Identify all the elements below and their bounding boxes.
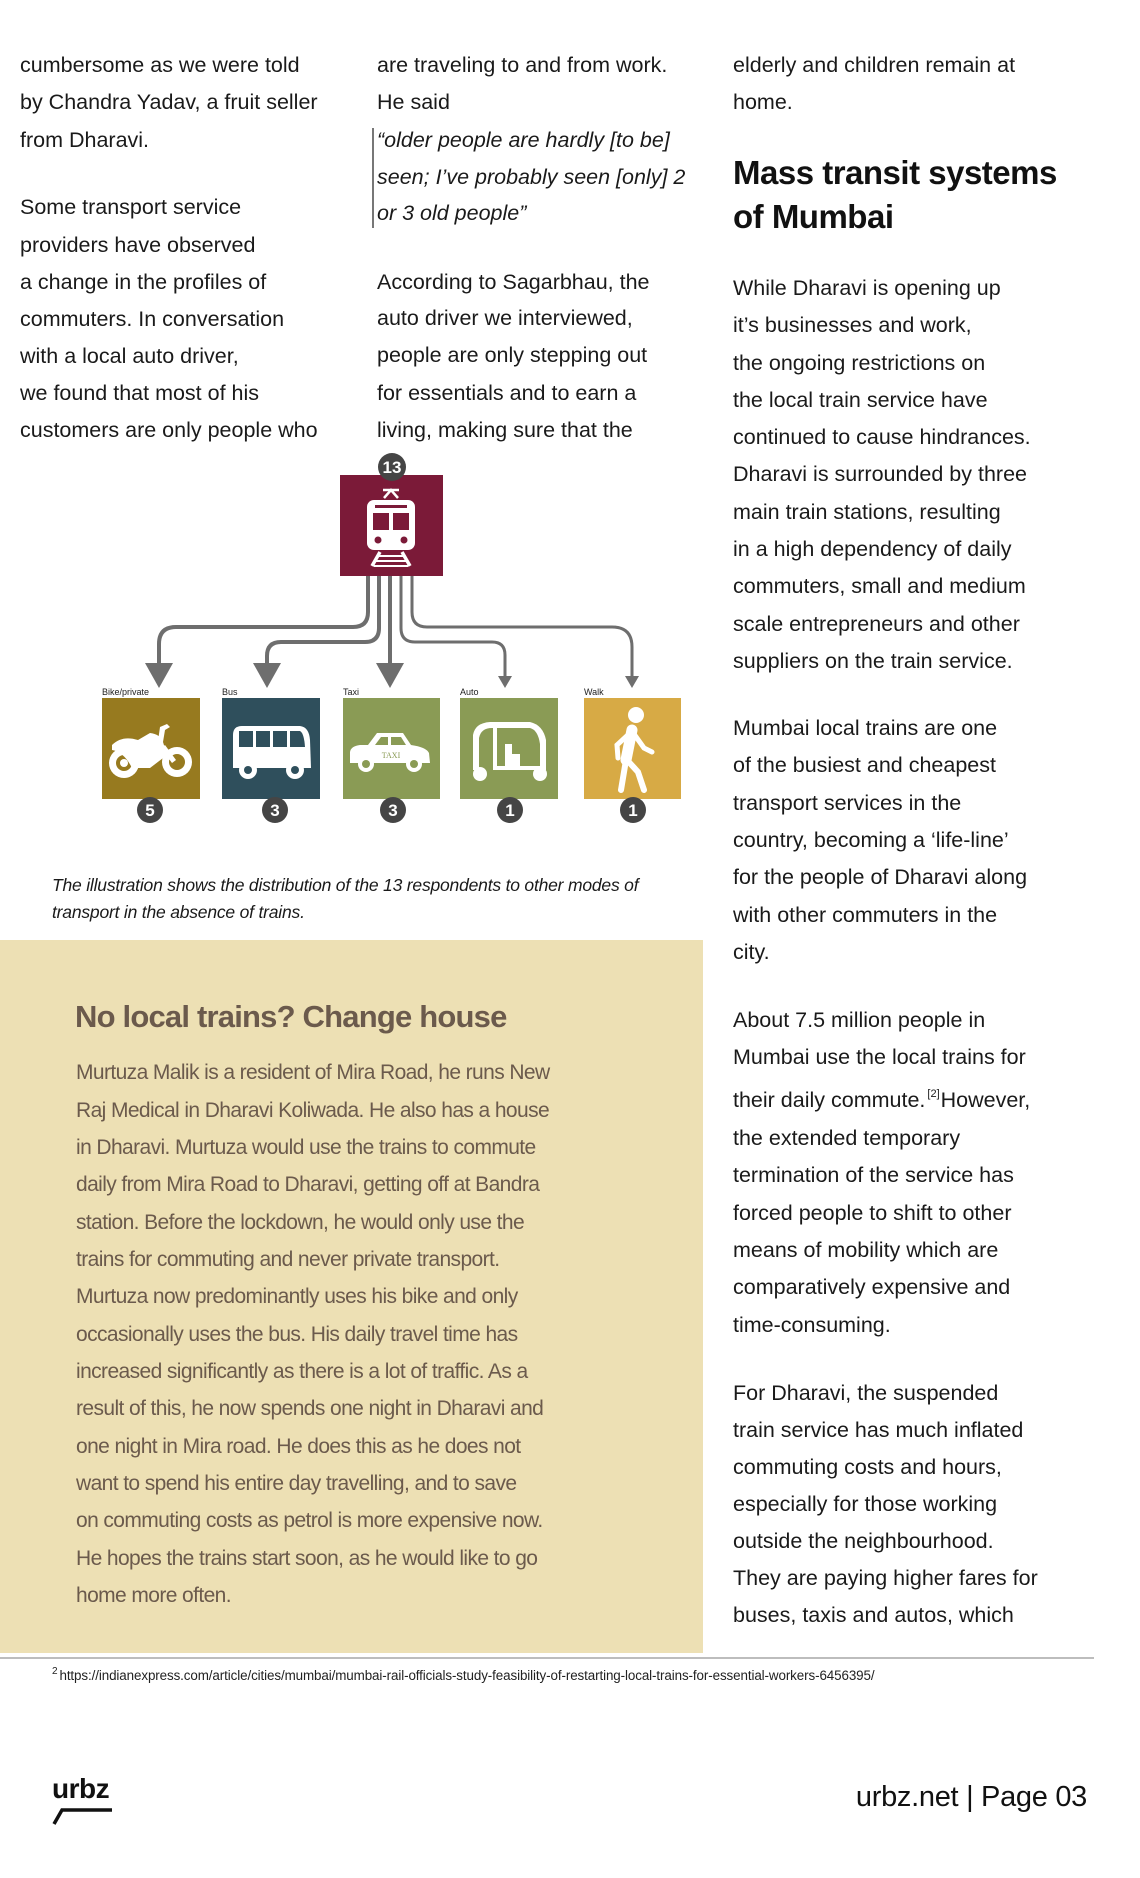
case-study-line: Murtuza Malik is a resident of Mira Road, he runs New (76, 1061, 550, 1084)
count-badge-text: 3 (270, 801, 280, 820)
col3-line: means of mobility which are (733, 1238, 999, 1262)
mode-bike (102, 687, 200, 823)
col3-line: the local train service have (733, 388, 988, 412)
urbz-logo (52, 1774, 116, 1830)
col1-line: commuters. In conversation (20, 307, 285, 331)
mode-bus (222, 687, 320, 823)
quote-line: or 3 old people” (377, 201, 527, 225)
col1-line: cumbersome as we were told (20, 53, 300, 77)
arrowhead-icon (376, 663, 404, 688)
col3-line: transport services in the (733, 791, 962, 815)
col3-line: commuters, small and medium (733, 574, 1026, 598)
arrow-to-bus (267, 576, 379, 664)
col3-line: city. (733, 940, 770, 964)
mode-label: Bike/private (102, 687, 150, 697)
col3-line: train service has much inflated (733, 1418, 1024, 1442)
arrowheads (145, 663, 639, 688)
col1-line: by Chandra Yadav, a fruit seller (20, 90, 318, 114)
col1-line: customers are only people who (20, 418, 318, 442)
col3-line: main train stations, resulting (733, 500, 1001, 524)
case-study-line: on commuting costs as petrol is more expensive now. (76, 1509, 543, 1532)
col3-line: home. (733, 90, 793, 114)
arrowhead-icon (253, 663, 281, 688)
transport-distribution-diagram (0, 440, 720, 830)
arrow-to-bike (159, 576, 368, 664)
col3-line: Mumbai use the local trains for (733, 1045, 1026, 1069)
col3-line: country, becoming a ‘life-line’ (733, 828, 1009, 852)
col3-line: time-consuming. (733, 1313, 891, 1337)
col3-line: with other commuters in the (733, 903, 998, 927)
col1-line: providers have observed (20, 233, 256, 257)
case-study-line: Murtuza now predominantly uses his bike and only (76, 1285, 518, 1308)
mode-label: Auto (460, 687, 479, 697)
col2-line: He said (377, 90, 450, 114)
col3-text: However, (940, 1088, 1031, 1112)
col3-line: scale entrepreneurs and other (733, 612, 1020, 636)
case-study-line: Raj Medical in Dharavi Koliwada. He also has a house (76, 1099, 550, 1122)
footnote-divider (0, 1657, 1094, 1659)
case-study-line: increased significantly as there is a lot of traffic. As a (76, 1360, 528, 1383)
case-study-line: result of this, he now spends one night in Dharavi and (76, 1397, 544, 1420)
col3-line: in a high dependency of daily (733, 537, 1012, 561)
col3-line: it’s businesses and work, (733, 313, 972, 337)
col2-line: auto driver we interviewed, (377, 306, 633, 330)
count-badge-text: 3 (388, 801, 398, 820)
col2-line: living, making sure that the (377, 418, 633, 442)
case-study-line: trains for commuting and never private transport. (76, 1248, 500, 1271)
diagram-caption: transport in the absence of trains. (52, 902, 305, 922)
col3-line: for the people of Dharavi along (733, 865, 1028, 889)
arrows (159, 576, 632, 676)
mode-taxi (343, 687, 440, 823)
case-study-line: daily from Mira Road to Dharavi, getting off at Bandra (76, 1173, 540, 1196)
case-study-line: one night in Mira road. He does this as he does not (76, 1435, 521, 1458)
mode-label: Walk (584, 687, 604, 697)
case-study-line: want to spend his entire day travelling, and to save (76, 1472, 517, 1495)
col3-line: the ongoing restrictions on (733, 351, 986, 375)
page-label: urbz.net | Page 03 (855, 1781, 1087, 1813)
section-heading: of Mumbai (733, 198, 894, 235)
diagram-caption: The illustration shows the distribution of the 13 respondents to other modes of (52, 875, 639, 895)
col3-line: elderly and children remain at (733, 53, 1016, 77)
col3-line: suppliers on the train service. (733, 649, 1013, 673)
col3-text: their daily commute. (733, 1088, 926, 1112)
col3-line: About 7.5 million people in (733, 1008, 986, 1032)
arrowhead-icon (625, 676, 639, 688)
col3-line: commuting costs and hours, (733, 1455, 1002, 1479)
col3-line: They are paying higher fares for (733, 1566, 1038, 1590)
arrowhead-icon (498, 676, 512, 688)
col2-line: for essentials and to earn a (377, 381, 637, 405)
total-badge-text: 13 (382, 458, 402, 477)
arrow-to-walk (412, 576, 632, 676)
col2-line: According to Sagarbhau, the (377, 270, 650, 294)
arrowhead-icon (145, 663, 173, 688)
col3-line: especially for those working (733, 1492, 998, 1516)
case-study-line: home more often. (76, 1584, 231, 1607)
quote-line: seen; I’ve probably seen [only] 2 (377, 165, 686, 189)
col3-line: Dharavi is surrounded by three (733, 462, 1027, 486)
case-study-heading: No local trains? Change house (75, 999, 507, 1034)
col3-line: Mumbai local trains are one (733, 716, 998, 740)
col3-line: While Dharavi is opening up (733, 276, 1001, 300)
col1-line: with a local auto driver, (20, 344, 239, 368)
col3-line: buses, taxis and autos, which (733, 1603, 1014, 1627)
col3-line: termination of the service has (733, 1163, 1014, 1187)
footnote-link[interactable]: https://indianexpress.com/article/cities/mumbai/mumbai-rail-officials-study-feasibility-of-restarting-local-trains-for-essential-workers-6456395/ (59, 1668, 875, 1683)
citation-link[interactable]: [2] (927, 1088, 940, 1100)
count-badge-text: 1 (628, 801, 638, 820)
case-study-line: He hopes the trains start soon, as he would like to go (76, 1547, 538, 1570)
col2-line: are traveling to and from work. (377, 53, 668, 77)
col3-line: outside the neighbourhood. (733, 1529, 994, 1553)
footnote-number: 2 (52, 1666, 58, 1677)
col3-line-with-citation (733, 1086, 1030, 1114)
case-study-line: occasionally uses the bus. His daily travel time has (76, 1323, 518, 1346)
mode-auto (460, 687, 558, 823)
section-heading: Mass transit systems (733, 154, 1057, 191)
mode-label: Bus (222, 687, 238, 697)
col1-line: a change in the profiles of (20, 270, 267, 294)
train-node (340, 453, 443, 576)
logo-wordmark: urbz (52, 1773, 110, 1804)
case-study-line: station. Before the lockdown, he would only use the (76, 1211, 525, 1234)
col3-line: continued to cause hindrances. (733, 425, 1031, 449)
count-badge-text: 1 (505, 801, 515, 820)
col3-line: the extended temporary (733, 1126, 961, 1150)
col3-line: For Dharavi, the suspended (733, 1381, 999, 1405)
case-study-line: in Dharavi. Murtuza would use the trains to commute (76, 1136, 536, 1159)
footnote (52, 1666, 875, 1688)
logo-checkmark-icon (52, 1774, 116, 1830)
taxi-icon-text: TAXI (381, 751, 401, 760)
col3-line: comparatively expensive and (733, 1275, 1011, 1299)
col3-line: of the busiest and cheapest (733, 753, 996, 777)
quote-bar (372, 128, 374, 228)
quote-line: “older people are hardly [to be] (377, 128, 670, 152)
col2-line: people are only stepping out (377, 343, 648, 367)
col1-line: we found that most of his (20, 381, 260, 405)
count-badge-text: 5 (145, 801, 155, 820)
col3-line: forced people to shift to other (733, 1201, 1012, 1225)
mode-label: Taxi (343, 687, 360, 697)
col1-line: from Dharavi. (20, 128, 150, 152)
mode-walk (584, 687, 681, 823)
col1-line: Some transport service (20, 195, 242, 219)
